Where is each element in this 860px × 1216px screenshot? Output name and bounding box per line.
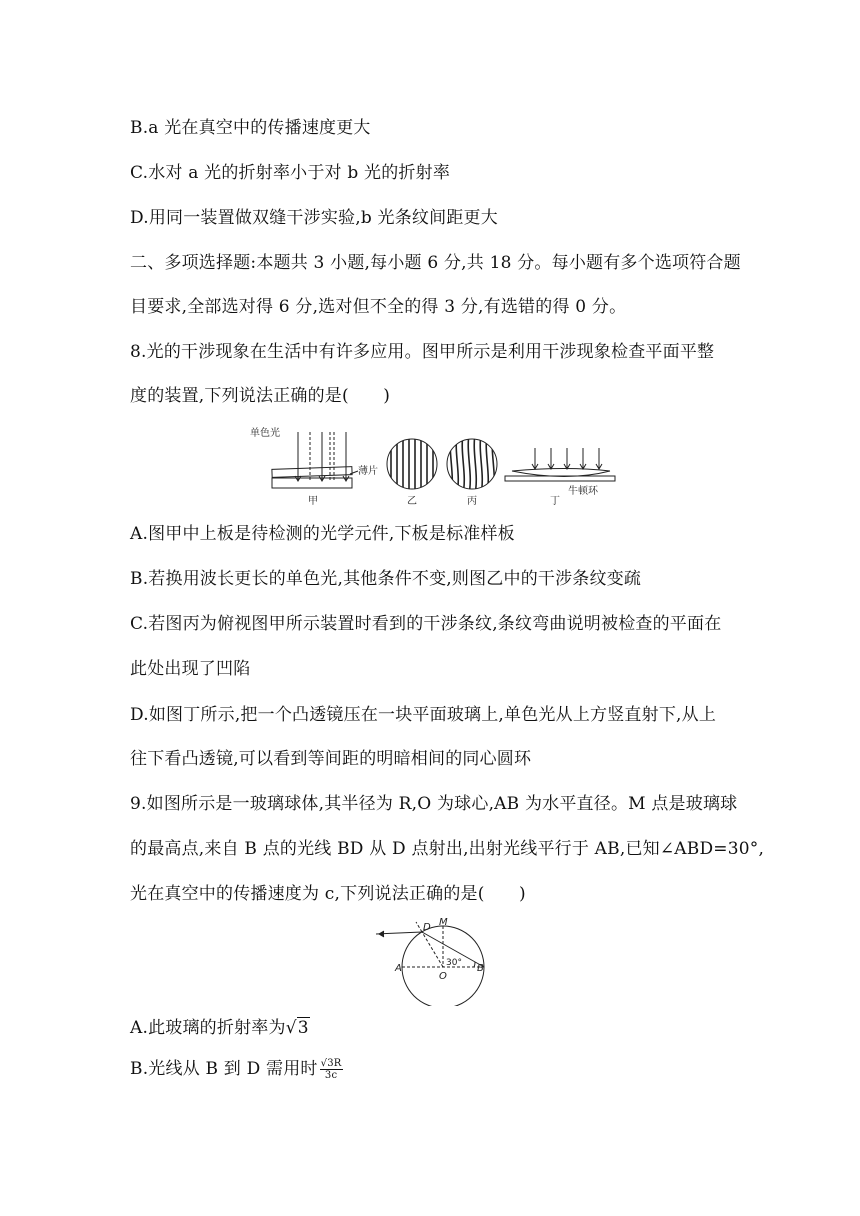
- label-ding: 丁: [550, 496, 560, 507]
- label-B: B: [477, 963, 484, 974]
- q9-stem-line1: 9.如图所示是一玻璃球体,其半径为 R,O 为球心,AB 为水平直径。M 点是玻璃球: [130, 794, 738, 814]
- label-D: D: [423, 922, 431, 933]
- q7-option-b: B.a 光在真空中的传播速度更大: [130, 118, 371, 138]
- q8-figure: [250, 424, 620, 512]
- fraction: [320, 1058, 343, 1081]
- sqrt-expression: √3: [285, 1018, 309, 1038]
- q9-option-b: [130, 1058, 343, 1081]
- figure-jia: [250, 426, 378, 507]
- label-bing: 丙: [467, 496, 477, 507]
- q7-option-d: D.用同一装置做双缝干涉实验,b 光条纹间距更大: [130, 208, 498, 228]
- q8-option-a: A.图甲中上板是待检测的光学元件,下板是标准样板: [130, 524, 515, 544]
- label-jia: 甲: [308, 496, 318, 507]
- fraction-denominator: 3c: [324, 1070, 338, 1081]
- q9-figure: [370, 916, 500, 1006]
- q8-option-b: B.若换用波长更长的单色光,其他条件不变,则图乙中的干涉条纹变疏: [130, 569, 642, 589]
- figure-ding: [505, 448, 615, 507]
- figure-yi: [387, 434, 437, 507]
- label-yi: 乙: [407, 496, 417, 507]
- q8-stem-line2: 度的装置,下列说法正确的是( ): [130, 386, 391, 406]
- fraction-numerator: √3R: [320, 1058, 342, 1069]
- q8-stem-line1: 8.光的干涉现象在生活中有许多应用。图甲所示是利用干涉现象检查平面平整: [130, 342, 715, 362]
- sqrt-radicand: 3: [297, 1018, 309, 1038]
- q9-stem-line3: 光在真空中的传播速度为 c,下列说法正确的是( ): [130, 884, 526, 904]
- label-A: A: [395, 963, 402, 974]
- label-M: M: [439, 917, 448, 928]
- section2-heading-line2: 目要求,全部选对得 6 分,选对但不全的得 3 分,有选错的得 0 分。: [130, 297, 627, 317]
- figure-bing: [447, 434, 497, 507]
- q8-option-c-line2: 此处出现了凹陷: [130, 659, 251, 679]
- q9-stem-line2: 的最高点,来自 B 点的光线 BD 从 D 点射出,出射光线平行于 AB,已知∠ABD=30°,: [130, 839, 765, 859]
- label-thin-sheet: 薄片: [358, 466, 378, 477]
- q7-option-c: C.水对 a 光的折射率小于对 b 光的折射率: [130, 163, 451, 183]
- label-angle: 30°: [446, 958, 462, 968]
- q8-option-d-line1: D.如图丁所示,把一个凸透镜压在一块平面玻璃上,单色光从上方竖直射下,从上: [130, 705, 717, 725]
- label-newton-ring: 牛顿环: [568, 486, 598, 497]
- label-mono-light: 单色光: [250, 428, 280, 439]
- label-O: O: [439, 971, 447, 982]
- section2-heading-line1: 二、多项选择题:本题共 3 小题,每小题 6 分,共 18 分。每小题有多个选项符合题: [130, 253, 741, 273]
- q8-option-c-line1: C.若图丙为俯视图甲所示装置时看到的干涉条纹,条纹弯曲说明被检查的平面在: [130, 614, 722, 634]
- q9-option-a-text: A.此玻璃的折射率为: [130, 1018, 286, 1038]
- q9-option-a: [130, 1017, 310, 1039]
- q8-option-d-line2: 往下看凸透镜,可以看到等间距的明暗相间的同心圆环: [130, 749, 532, 769]
- q9-option-b-text: B.光线从 B 到 D 需用时: [130, 1059, 318, 1079]
